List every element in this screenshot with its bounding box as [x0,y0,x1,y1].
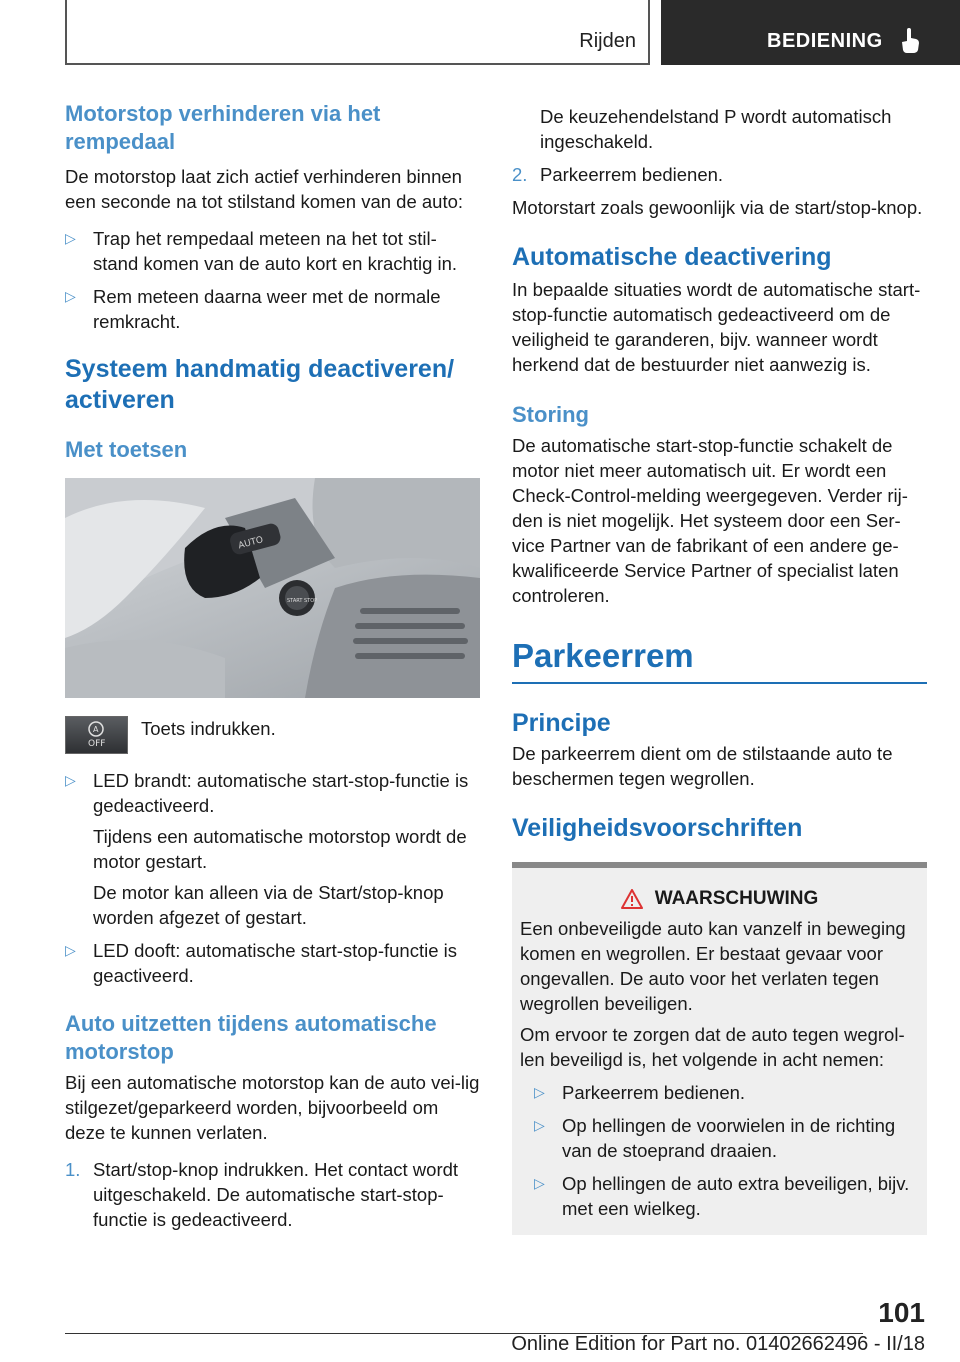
triangle-bullet-icon: ▷ [534,1117,545,1133]
paragraph-motorstop: De motorstop laat zich actief verhinderen binnen een seconde na tot stilstand komen van de auto: [65,166,464,212]
list-item-text: LED dooft: automatische start-stop-functie is geactiveerd. [93,940,458,986]
warning-paragraph-2: Om ervoor te zorgen dat de auto tegen wegrol-len beveiligd is, het volgende in acht nemen: [520,1024,905,1070]
triangle-bullet-icon: ▷ [65,230,76,246]
header-section: Rijden [579,30,636,52]
list-item-text: LED brandt: automatische start-stop-functie is gedeactiveerd. [93,770,469,816]
button-instruction-row [65,716,480,756]
warning-paragraph-1: Een onbeveiligde auto kan vanzelf in beweging komen en wegrollen. Er bestaat gevaar voor ongevallen. De auto voor het verlaten tegen wegrollen beveiligen. [520,918,906,1014]
list-item [65,284,480,334]
list-item [534,1171,919,1221]
dashboard-illustration [65,478,480,698]
page-number: 101 [878,1297,925,1328]
paragraph-auto-uitzetten: Bij een automatische motorstop kan de auto vei-lig stilgezet/geparkeerd worden, bijvoorbeeld om deze te kunnen verlaten. [65,1072,480,1143]
led-on-detail-1: Tijdens een automatische motorstop wordt de motor gestart. [93,826,467,872]
triangle-bullet-icon: ▷ [534,1084,545,1100]
list-item-text: Parkeerrem bedienen. [562,1082,746,1103]
paragraph-automatische-deactivering: In bepaalde situaties wordt de automatische start-stop-functie automatisch gedeactiveerd om de veiligheid te garanderen, bijv. wanneer wordt herkend dat de bestuurder niet aanwezig is. [512,279,921,375]
numbered-step-1 [65,1157,480,1232]
photo-start-label: START STOP [287,598,318,604]
heading-underline [512,682,927,684]
list-item [534,1080,919,1105]
warning-triangle-icon [621,889,643,909]
footer-edition: Online Edition for Part no. 01402662496 - II/18 [511,1333,925,1355]
list-item-text: Op hellingen de voorwielen in de richting van de stoeprand draaien. [562,1115,896,1161]
heading-storing: Storing [512,402,589,427]
step-text: Parkeerrem bedienen. [540,164,724,185]
triangle-bullet-icon: ▷ [65,772,76,788]
toets-indrukken-text: Toets indrukken. [141,718,276,739]
pointing-hand-icon [899,28,921,54]
paragraph-principe: De parkeerrem dient om de stilstaande auto te beschermen tegen wegrollen. [512,743,893,789]
paragraph-storing: De automatische start-stop-functie schakelt de motor niet meer automatisch uit. Er wordt een Check-Control-melding weergegeven. Verder rij-den is niet mogelijk. Het systeem door een Ser-vice Partner van de fabrikant of een andere ge-kwalificeerde Service Partner of specialist laten controleren. [512,435,908,606]
header-rule-left [65,0,67,64]
icon-letter: A [93,725,99,734]
header-rule-bottom [65,63,650,65]
dashboard-photo [65,478,480,698]
triangle-bullet-icon: ▷ [534,1175,545,1191]
heading-veiligheidsvoorschriften: Veiligheidsvoorschriften [512,814,803,842]
step-text: Start/stop-knop indrukken. Het contact wordt uitgeschakeld. De automatische start-stop-functie is gedeactiveerd. [93,1159,459,1230]
list-item-text: Rem meteen daarna weer met de normale remkracht. [93,286,441,332]
header-rule-divider [648,0,650,64]
header-chapter: BEDIENING [767,30,883,52]
step-number: 2. [512,164,528,185]
paragraph-motorstart: Motorstart zoals gewoonlijk via de start/stop-knop. [512,197,923,218]
list-item [65,226,480,276]
icon-off-label: OFF [88,739,106,749]
right-column [512,100,927,1235]
heading-parkeerrem: Parkeerrem [512,637,694,674]
warning-header [520,888,919,910]
header-chapter-tab [661,0,960,65]
heading-systeem-handmatig: Systeem handmatig deactiveren/ activeren [65,355,455,414]
triangle-bullet-icon: ▷ [65,942,76,958]
warning-box [512,862,927,1235]
led-on-detail-2: De motor kan alleen via de Start/stop-knop worden afgezet of gestart. [93,882,444,928]
numbered-step-2 [512,162,927,187]
heading-met-toetsen: Met toetsen [65,437,188,462]
list-item-text: Trap het rempedaal meteen na het tot stil-stand komen van de auto kort en krachtig in. [93,228,458,274]
heading-automatische-deactivering: Automatische deactivering [512,243,832,271]
heading-auto-uitzetten: Auto uitzetten tijdens automatische motorstop [65,1011,437,1064]
triangle-bullet-icon: ▷ [65,288,76,304]
warning-title: WAARSCHUWING [654,888,819,909]
list-item-text: Op hellingen de auto extra beveiligen, bijv. met een wielkeg. [562,1173,910,1219]
photo-auto-label: AUTO [237,535,265,552]
warning-list [520,1080,919,1221]
list-item [534,1113,919,1163]
left-column [65,100,480,1232]
step-1-continued: De keuzehendelstand P wordt automatisch ingeschakeld. [540,106,892,152]
auto-start-stop-off-button-icon [65,716,128,754]
step-number: 1. [65,1159,81,1180]
heading-motorstop-verhinderen: Motorstop verhinderen via het rempedaal [65,101,381,154]
heading-principe: Principe [512,709,611,737]
list-item [65,938,480,988]
list-item [65,768,480,818]
